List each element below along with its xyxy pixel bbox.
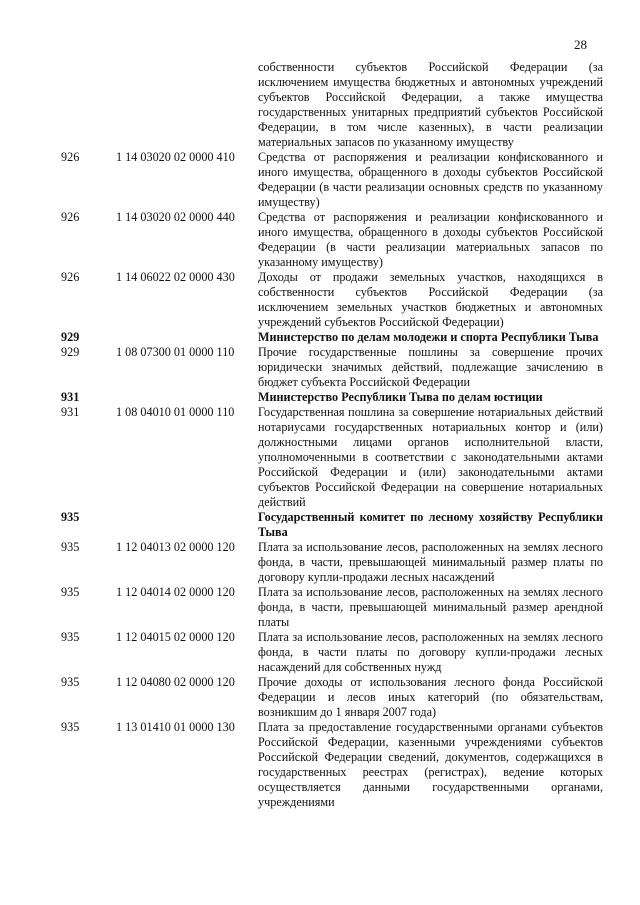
- admin-code: 926: [61, 270, 80, 284]
- table-row: [0, 585, 640, 630]
- budget-classification-code: 1 13 01410 01 0000 130: [116, 720, 235, 734]
- budget-classification-code: 1 14 03020 02 0000 440: [116, 210, 235, 224]
- admin-code: 931: [61, 405, 80, 419]
- revenue-description: Плата за предоставление государственными органами субъектов Российской Федерации, казенными учреждениями субъектов Российской Федерации сведений, документов, содержащихся в государственных реестрах (регистрах), ведение которых осуществляется данными государственными органами, учреждениями: [258, 720, 603, 809]
- budget-classification-code: 1 12 04080 02 0000 120: [116, 675, 235, 689]
- revenue-description: Прочие государственные пошлины за совершение прочих юридически значимых действий, подлежащие зачислению в бюджет субъекта Российской Федерации: [258, 345, 603, 389]
- admin-code: 931: [61, 390, 80, 404]
- admin-code: 926: [61, 150, 80, 164]
- admin-code: 935: [61, 720, 80, 734]
- table-row: [0, 150, 640, 210]
- table-row: [0, 720, 640, 810]
- admin-code: 926: [61, 210, 80, 224]
- revenue-description: Плата за использование лесов, расположенных на землях лесного фонда, в части платы по договору купли-продажи лесных насаждений для собственных нужд: [258, 630, 603, 674]
- admin-code: 935: [61, 540, 80, 554]
- admin-code: 929: [61, 345, 80, 359]
- budget-classification-code: 1 14 03020 02 0000 410: [116, 150, 235, 164]
- admin-code: 929: [61, 330, 80, 344]
- admin-code: 935: [61, 675, 80, 689]
- revenue-codes-table: [0, 60, 640, 810]
- table-row: [0, 270, 640, 330]
- table-row: [0, 60, 640, 150]
- section-title: Государственный комитет по лесному хозяйству Республики Тыва: [258, 510, 603, 539]
- budget-classification-code: 1 08 04010 01 0000 110: [116, 405, 235, 419]
- section-title: Министерство Республики Тыва по делам юстиции: [258, 390, 543, 404]
- admin-code: 935: [61, 630, 80, 644]
- admin-code: 935: [61, 510, 80, 524]
- table-row: [0, 405, 640, 510]
- revenue-description: Прочие доходы от использования лесного фонда Российской Федерации и лесов иных категорий (по обязательствам, возникшим до 1 января 2007 года): [258, 675, 603, 719]
- page-number: 28: [574, 37, 587, 52]
- budget-classification-code: 1 14 06022 02 0000 430: [116, 270, 235, 284]
- section-header-row: [0, 390, 640, 405]
- revenue-description: Доходы от продажи земельных участков, находящихся в собственности субъектов Российской Федерации (за исключением земельных участков бюджетных и автономных учреждений субъектов Российской Федерации): [258, 270, 603, 329]
- budget-classification-code: 1 12 04013 02 0000 120: [116, 540, 235, 554]
- revenue-description: Плата за использование лесов, расположенных на землях лесного фонда, в части, превышающей минимальный размер арендной платы: [258, 585, 603, 629]
- section-header-row: [0, 330, 640, 345]
- budget-classification-code: 1 12 04015 02 0000 120: [116, 630, 235, 644]
- budget-classification-code: 1 12 04014 02 0000 120: [116, 585, 235, 599]
- table-row: [0, 540, 640, 585]
- revenue-description: Плата за использование лесов, расположенных на землях лесного фонда, в части, превышающей минимальный размер платы по договору купли-продажи лесных насаждений: [258, 540, 603, 584]
- table-row: [0, 345, 640, 390]
- table-row: [0, 630, 640, 675]
- revenue-description: Средства от распоряжения и реализации конфискованного и иного имущества, обращенного в доходы субъектов Российской Федерации (в части реализации основных средств по указанному имуществу): [258, 150, 603, 209]
- revenue-description: Средства от распоряжения и реализации конфискованного и иного имущества, обращенного в доходы субъектов Российской Федерации (в части реализации материальных запасов по указанному имуществу): [258, 210, 603, 269]
- admin-code: 935: [61, 585, 80, 599]
- budget-classification-code: 1 08 07300 01 0000 110: [116, 345, 235, 359]
- table-row: [0, 675, 640, 720]
- revenue-description: собственности субъектов Российской Федерации (за исключением имущества бюджетных и автономных учреждений субъектов Российской Федерации, а также имущества государственных унитарных предприятий субъектов Российской Федерации, в том числе казенных), в части реализации материальных запасов по указанному имуществу: [258, 60, 603, 149]
- revenue-description: Государственная пошлина за совершение нотариальных действий нотариусами государственных нотариальных контор и (или) должностными лицами органов исполнительной власти, уполномоченными в соответствии с законодательными актами Российской Федерации и (или) законодательными актами субъектов Российской Федерации на совершение нотариальных действий: [258, 405, 603, 509]
- table-row: [0, 210, 640, 270]
- section-header-row: [0, 510, 640, 540]
- section-title: Министерство по делам молодежи и спорта Республики Тыва: [258, 330, 599, 344]
